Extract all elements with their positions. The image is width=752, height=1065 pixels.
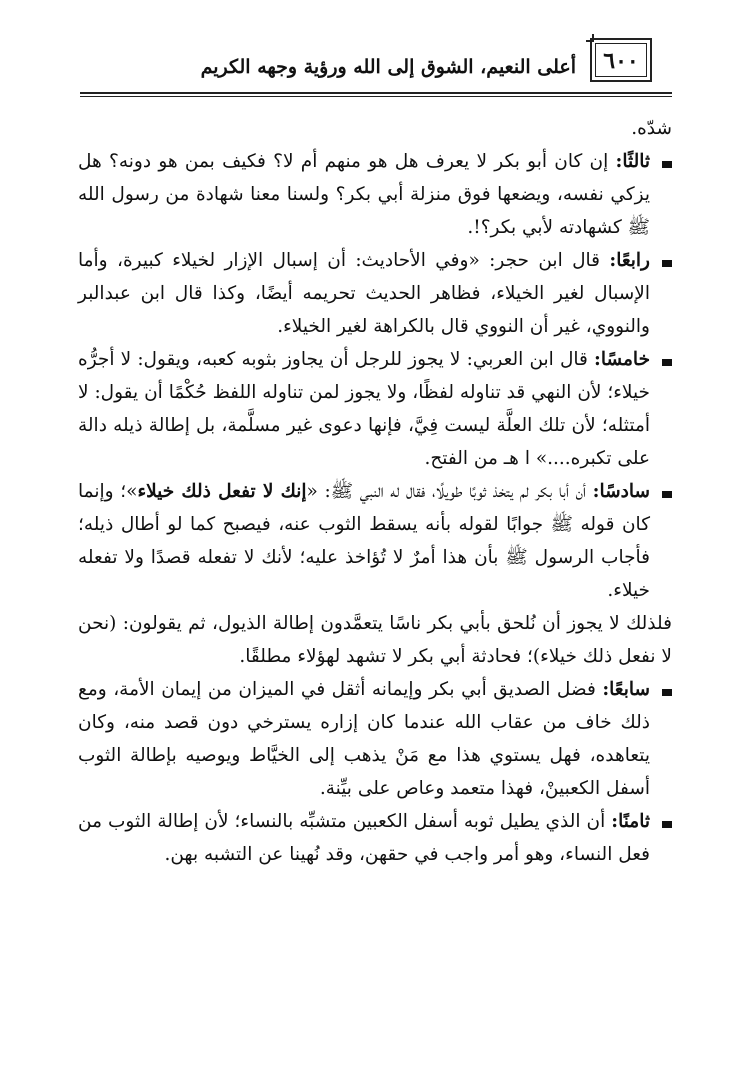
point-text: فضل الصديق أبي بكر وإيمانه أثقل في الميزان من إيمان الأمة، ومع ذلك خاف من عقاب الله عندما كان إزاره يسترخي دون قصد منه، وكان يتعاهده، فهل يستوي هذا مع مَنْ يذهب إلى الخيَّاط ويوصيه بإطالة الثوب أسفل الكعبينْ، فهذا متعمد وعاص على بيِّنة.	[78, 679, 650, 799]
point-label: سادسًا:	[592, 481, 651, 502]
point-fourth	[78, 244, 672, 343]
point-text-continued: »؛ وإنما كان قوله ﷺ جوابًا لقوله بأنه يسقط الثوب عنه، فيصبح كما لو أطال ذيله؛ فأجاب الرسول ﷺ بأن هذا أمرٌ لا تُؤاخذ عليه؛ لأنك لا تفعله قصدًا ولا تفعله خيلاء.	[78, 481, 650, 601]
point-text: قال ابن حجر: «وفي الأحاديث: أن إسبال الإزار لخيلاء كبيرة، وأما الإسبال لغير الخيلاء، فظاهر الحديث تحريمه أيضًا، وكذا قال ابن عبدالبر والنووي، غير أن النووي قال بالكراهة لغير الخيلاء.	[78, 250, 650, 337]
point-label: ثامنًا:	[611, 811, 650, 832]
continuation-text: شدّه.	[631, 118, 672, 139]
point-text: قال ابن العربي: لا يجوز للرجل أن يجاوز بثوبه كعبه، ويقول: لا أجرُّه خيلاء؛ لأن النهي قد تناوله لفظًا، ولا يجوز لمن تناوله اللفظ حُكْمًا أن يقول: لا أمتثله؛ لأن تلك العلَّة ليست فِيَّ، فإنها دعوى غير مسلَّمة، بل إطالة ذيله دالة على تكبره....» ا هـ من الفتح.	[78, 349, 650, 469]
running-title: أعلى النعيم، الشوق إلى الله ورؤية وجهه الكريم	[200, 56, 576, 78]
point-label: رابعًا:	[609, 250, 650, 271]
page-header	[0, 0, 752, 100]
page-number: ٦٠٠	[603, 48, 639, 74]
header-rule	[80, 92, 672, 94]
page-body	[78, 112, 672, 871]
point-sixth	[78, 475, 672, 607]
hadith-quote: إنك لا تفعل ذلك خيلاء	[137, 481, 307, 502]
point-text: إن كان أبو بكر لا يعرف هل هو منهم أم لا؟ فكيف بمن هو دونه؟ هل يزكي نفسه، ويضعها فوق منزلة أبي بكر؟ ولسنا معنا شهادة من رسول الله ﷺ كشهادته لأبي بكر؟!.	[78, 151, 650, 238]
point-label: خامسًا:	[594, 349, 650, 370]
point-fifth	[78, 343, 672, 475]
point-label: سابعًا:	[602, 679, 650, 700]
point-seventh	[78, 673, 672, 805]
note-paragraph: فلذلك لا يجوز أن نُلحق بأبي بكر ناسًا يتعمَّدون إطالة الذيول، ثم يقولون: (نحن لا نفعل ذلك خيلاء)؛ فحادثة أبي بكر لا تشهد لهؤلاء مطلقًا.	[78, 613, 672, 667]
point-text: أن أبا بكر لم يتخذ ثوبًا طويلًا، فقال له النبي ﷺ: «	[306, 481, 593, 502]
point-third	[78, 145, 672, 244]
point-text: أن الذي يطيل ثوبه أسفل الكعبين متشبِّه بالنساء؛ لأن إطالة الثوب من فعل النساء، وهو أمر واجب في حقهن، وقد نُهينا عن التشبه بهن.	[78, 811, 650, 865]
point-eighth	[78, 805, 672, 871]
page-number-frame	[590, 38, 652, 82]
header-rule-thin	[80, 96, 672, 97]
point-label: ثالثًا:	[615, 151, 650, 172]
